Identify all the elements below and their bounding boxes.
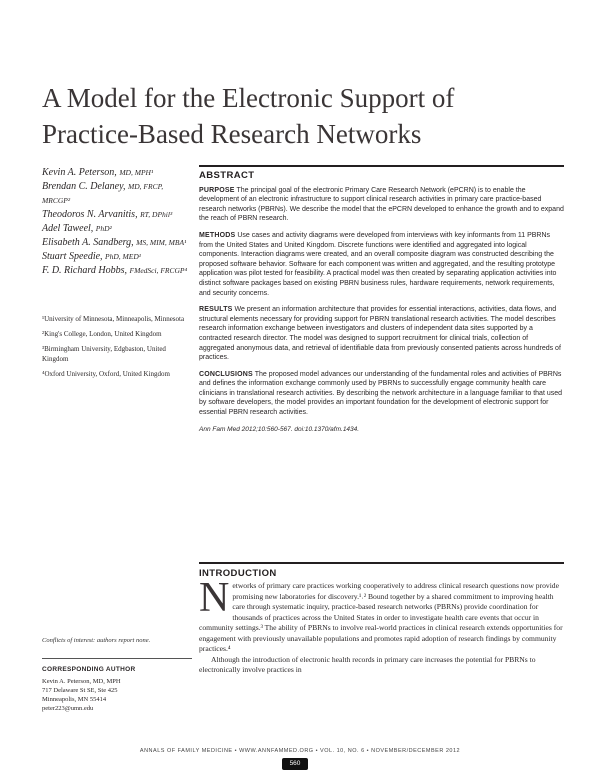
author-entry	[42, 222, 192, 236]
abstract-text: The proposed model advances our understanding of the fundamental roles and activities of PBRNs and defines the information exchange commonly used by PBRNs to successfully engage community health care clinicians in translational research activities. By describing the network architecture in a language familiar to that used by software developers, the model provides an important foundation for the development of electronic support for essential PBRN research activities.	[199, 370, 563, 417]
affiliation: ²King's College, London, United Kingdom	[42, 330, 162, 338]
author-entry	[42, 250, 192, 264]
corresponding-author-heading: CORRESPONDING AUTHOR	[42, 666, 136, 673]
citation: Ann Fam Med 2012;10:560-567. doi:10.1370/afm.1434.	[199, 425, 360, 433]
conflicts-note: Conflicts of interest: authors report none.	[42, 637, 151, 644]
running-footer: ANNALS OF FAMILY MEDICINE • WWW.ANNFAMMED.ORG • VOL. 10, NO. 6 • NOVEMBER/DECEMBER 2012	[139, 748, 461, 754]
introduction-heading: INTRODUCTION	[199, 562, 564, 579]
abstract-methods	[199, 231, 564, 298]
author-entry	[42, 208, 192, 222]
author-name: Kevin A. Peterson,	[42, 167, 117, 178]
author-degrees: MD, MPH¹	[119, 168, 154, 177]
author-name: F. D. Richard Hobbs,	[42, 265, 127, 276]
affiliation: ⁴Oxford University, Oxford, United Kingdom	[42, 370, 170, 378]
author-degrees: FMedSci, FRCGP⁴	[129, 266, 188, 275]
author-name: Stuart Speedie,	[42, 251, 103, 262]
page-number: 560	[282, 758, 308, 770]
abstract-label: CONCLUSIONS	[199, 370, 253, 378]
abstract-heading: ABSTRACT	[199, 165, 564, 181]
author-name: Adel Taweel,	[42, 223, 94, 234]
abstract-purpose	[199, 186, 564, 224]
author-entry	[42, 166, 192, 180]
abstract-text: We present an information architecture that provides for essential interactions, activities, data flows, and structural elements necessary for providing support for PBRN translational research activities. The model describes research information exchange between investigators and clusters of independent data sites supported by a contracted research director. The model was designed to support recruitment for clinical trials, collection of aggregated anonymous data, and retrieval of identifiable data from previously consented patients across hundreds of practices.	[199, 306, 561, 362]
drop-cap: N	[199, 575, 230, 621]
author-name: Brendan C. Delaney,	[42, 181, 126, 192]
author-degrees: PhD²	[95, 224, 112, 233]
abstract-text: The principal goal of the electronic Primary Care Research Network (ePCRN) is to enable the development of an electronic infrastructure to support clinical research activities in primary care practice-based research networks (PBRNs). We describe the model that the ePCRN developed to enhance the growth and to expand the reach of PBRN research.	[199, 186, 564, 223]
author-degrees: MS, MIM, MBA¹	[136, 238, 187, 247]
corresponding-email[interactable]: peter223@umn.edu	[42, 705, 94, 712]
introduction-text: etworks of primary care practices working cooperatively to address clinical research questions now provide promising new laboratories for discovery.¹˒² Bound together by a shared commitment to improving health care through systematic inquiry, practice-based research networks (PBRNs) provide coordination for thousands of practices across the United States in order to investigate health care events that occur in community settings.³ The ability of PBRNs to involve real-world practices in clinical research extends opportunities for engagement with previously unavailable populations and promotes rapid adoption of research findings by community practices.⁴	[199, 581, 563, 653]
affiliation-list	[42, 314, 192, 384]
abstract-label: PURPOSE	[199, 186, 235, 194]
corresponding-street: 717 Delaware St SE, Ste 425	[42, 687, 118, 694]
affiliation: ³Birmingham University, Edgbaston, United Kingdom	[42, 345, 166, 363]
author-name: Theodoros N. Arvanitis,	[42, 209, 138, 220]
author-entry	[42, 236, 192, 250]
author-degrees: PhD, MED¹	[105, 252, 142, 261]
article-title: A Model for the Electronic Support of Practice-Based Research Networks	[42, 83, 455, 149]
author-entry	[42, 180, 192, 208]
author-degrees: RT, DPhil³	[140, 210, 173, 219]
introduction-paragraph	[199, 575, 564, 655]
author-name: Elisabeth A. Sandberg,	[42, 237, 134, 248]
abstract-label: RESULTS	[199, 306, 233, 314]
corresponding-name: Kevin A. Peterson, MD, MPH	[42, 678, 121, 685]
author-degrees: MD, FRCP, MRCGP²	[42, 182, 164, 205]
abstract-conclusions	[199, 370, 564, 418]
introduction-body	[199, 575, 564, 676]
corresponding-city: Minneapolis, MN 55414	[42, 696, 107, 703]
affiliation: ¹University of Minnesota, Minneapolis, Minnesota	[42, 315, 185, 323]
abstract-label: METHODS	[199, 231, 236, 239]
abstract-text: Use cases and activity diagrams were developed from interviews with key informants from 11 PBRNs from the United States and United Kingdom. Discrete functions were identified and aggregated into logical components. Interaction diagrams were created, and an overall composite diagram was constructed describing the proposed software behavior. Software for each component was written and aggregated, and the resulting prototype application was pilot tested for feasibility. A practical model was then created by separating application activities into distinct software packages based on existing PBRN business rules, hardware requirements, network requirements, and security concerns.	[199, 231, 557, 297]
corresponding-author	[42, 658, 192, 713]
author-entry	[42, 264, 192, 278]
introduction-paragraph: Although the introduction of electronic health records in primary care increases the potential for PBRNs to electronically involve practices in	[199, 654, 536, 674]
author-list	[42, 166, 192, 278]
abstract-results	[199, 305, 564, 363]
abstract-section	[199, 165, 564, 441]
